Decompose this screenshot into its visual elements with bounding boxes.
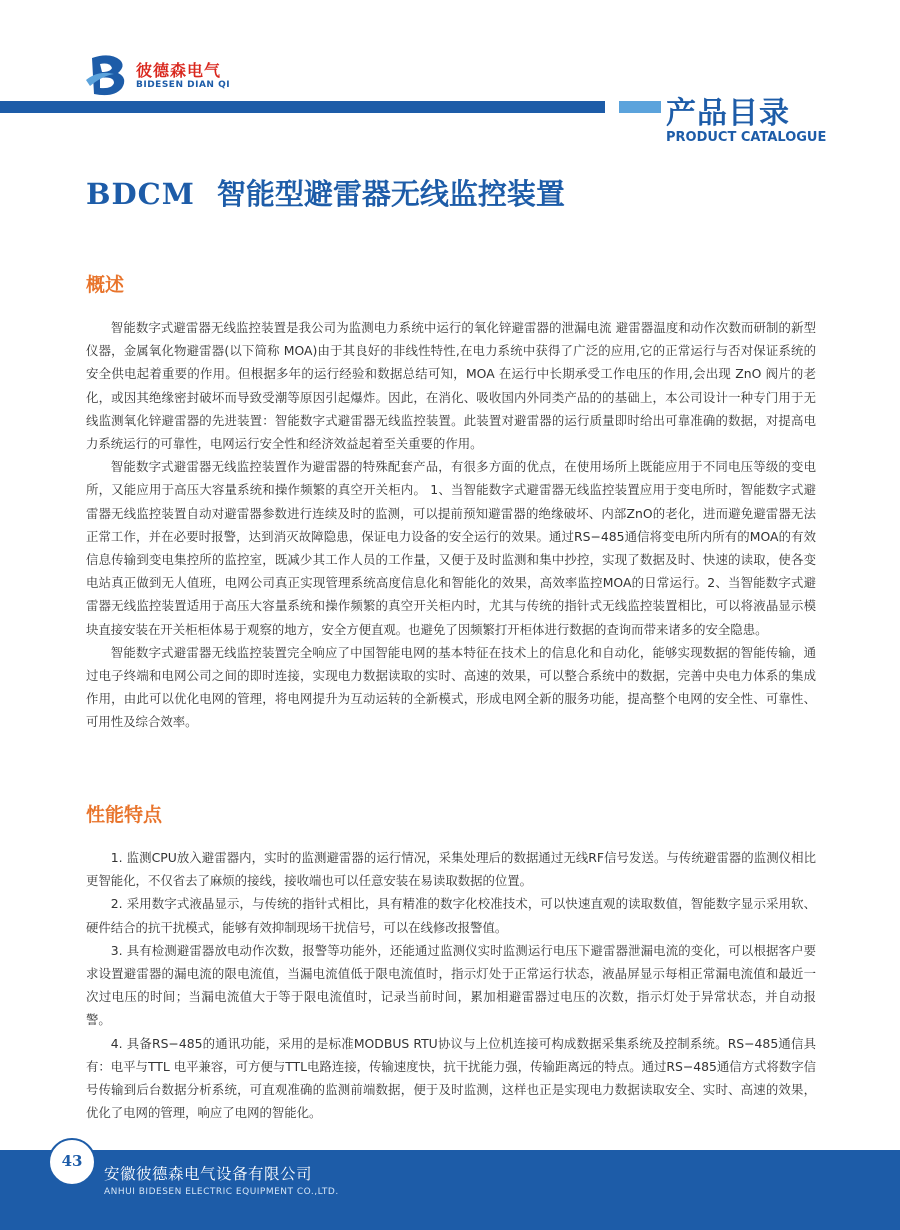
product-code: BDCM [86,177,195,211]
page-number: 43 [61,1152,83,1170]
logo-chinese-name: 彼德森电气 [136,61,222,80]
footer-company-chinese: 安徽彼德森电气设备有限公司 [104,1165,313,1183]
section-heading-features: 性能特点 [86,804,163,826]
feature-item: 2. 采用数字式液晶显示，与传统的指针式相比，具有精准的数字化校准技术，可以快速直观的读取数值，智能数字显示采用软、硬件结合的抗干扰模式，能够有效抑制现场干扰信号，可以在线修改报警值。 [86,896,816,935]
catalog-subtitle: PRODUCT CATALOGUE [666,130,827,145]
header-rule-light [619,101,661,113]
logo-english-name: BIDESEN DIAN QI [136,80,231,90]
overview-body [86,316,816,734]
paragraph: 智能数字式避雷器无线监控装置是我公司为监测电力系统中运行的氧化锌避雷器的泄漏电流 避雷器温度和动作次数而研制的新型仪器，金属氧化物避雷器(以下简称 MOA)由于其良好的非线性特性,在电力系统中获得了广泛的应用,它的正常运行与否对保证系统的安全供电起着重要的作用。但根据多年的运行经验和数据总结可知，MOA 在运行中长期承受工作电压的作用,会出现 ZnO 阀片的老化，或因其绝缘密封破坏而导致受潮等原因引起爆炸。因此，在消化、吸收国内外同类产品的的基础上，本公司设计一种专门用于无线监测氧化锌避雷器的先进装置：智能数字式避雷器无线监控装置。此装置对避雷器的运行质量即时给出可靠准确的数据，对提高电力系统运行的可靠性，电网运行安全性和经济效益起着至关重要的作用。 [86,320,816,452]
feature-item: 3. 具有检测避雷器放电动作次数，报警等功能外，还能通过监测仪实时监测运行电压下避雷器泄漏电流的变化，可以根据客户要求设置避雷器的漏电流的限电流值，当漏电流值低于限电流值时，指示灯处于正常运行状态，液晶屏显示每相正常漏电流值和最近一次过电压的时间；当漏电流值大于等于限电流值时，记录当前时间，累加相避雷器过电压的次数，指示灯处于异常状态，并自动报警。 [86,942,816,1028]
company-logo [84,50,254,102]
feature-item: 4. 具备RS−485的通讯功能，采用的是标准MODBUS RTU协议与上位机连接可构成数据采集系统及控制系统。RS−485通信具有：电平与TTL 电平兼容，可方便与TTL电路连接，传输速度快，抗干扰能力强，传输距离远的特点。通过RS−485通信方式将数字信号传输到后台数据分析系统，可直观准确的监测前端数据，便于及时监测，这样也正是实现电力数据读取安全、实时、高速的效果，优化了电网的管理，响应了电网的智能化。 [86,1035,817,1121]
header-rule-dark [0,101,605,113]
page-title [86,172,565,213]
logo-b-icon [84,50,134,100]
page-number-badge [48,1138,96,1186]
footer-company-english: ANHUI BIDESEN ELECTRIC EQUIPMENT CO.,LTD. [104,1187,339,1197]
features-body [86,846,816,1124]
catalog-title: 产品目录 [666,96,790,131]
paragraph: 智能数字式避雷器无线监控装置完全响应了中国智能电网的基本特征在技术上的信息化和自动化，能够实现数据的智能传输，通过电子终端和电网公司之间的即时连接，实现电力数据读取的实时、高速的效果，可以整合系统中的数据，完善中央电力体系的集成作用，由此可以优化电网的管理，将电网提升为互动运转的全新模式，形成电网全新的服务功能，提高整个电网的安全性、可靠性、可用性及综合效率。 [86,644,816,730]
product-name: 智能型避雷器无线监控装置 [216,177,565,211]
feature-item: 1. 监测CPU放入避雷器内，实时的监测避雷器的运行情况，采集处理后的数据通过无线RF信号发送。与传统避雷器的监测仪相比更智能化，不仅省去了麻烦的接线，接收端也可以任意安装在易读取数据的位置。 [86,850,816,889]
paragraph: 智能数字式避雷器无线监控装置作为避雷器的特殊配套产品，有很多方面的优点，在使用场所上既能应用于不同电压等级的变电所，又能应用于高压大容量系统和操作频繁的真空开关柜内。 1、当智能数字式避雷器无线监控装置应用于变电所时，智能数字式避雷器无线监控装置自动对避雷器参数进行连续及时的监测，可以提前预知避雷器的绝缘破坏、内部ZnO的老化，进而避免避雷器无法正常工作，并在必要时报警，达到消灭故障隐患，保证电力设备的安全运行的效果。通过RS−485通信将变电所内所有的MOA的有效信息传输到变电集控所的监控室，既减少其工作人员的工作量，又便于及时监测和集中抄控，实现了数据及时、快速的读取，使各变电站真正做到无人值班，电网公司真正实现管理系统高度信息化和智能化的效果，高效率监控MOA的日常运行。2、当智能数字式避雷器无线监控装置适用于高压大容量系统和操作频繁的真空开关柜内时，尤其与传统的指针式无线监控装置相比，可以将液晶显示模块直接安装在开关柜柜体易于观察的地方，安全方便直观。也避免了因频繁打开柜体进行数据的查询而带来诸多的安全隐患。 [86,459,816,637]
section-heading-overview: 概述 [86,274,125,296]
